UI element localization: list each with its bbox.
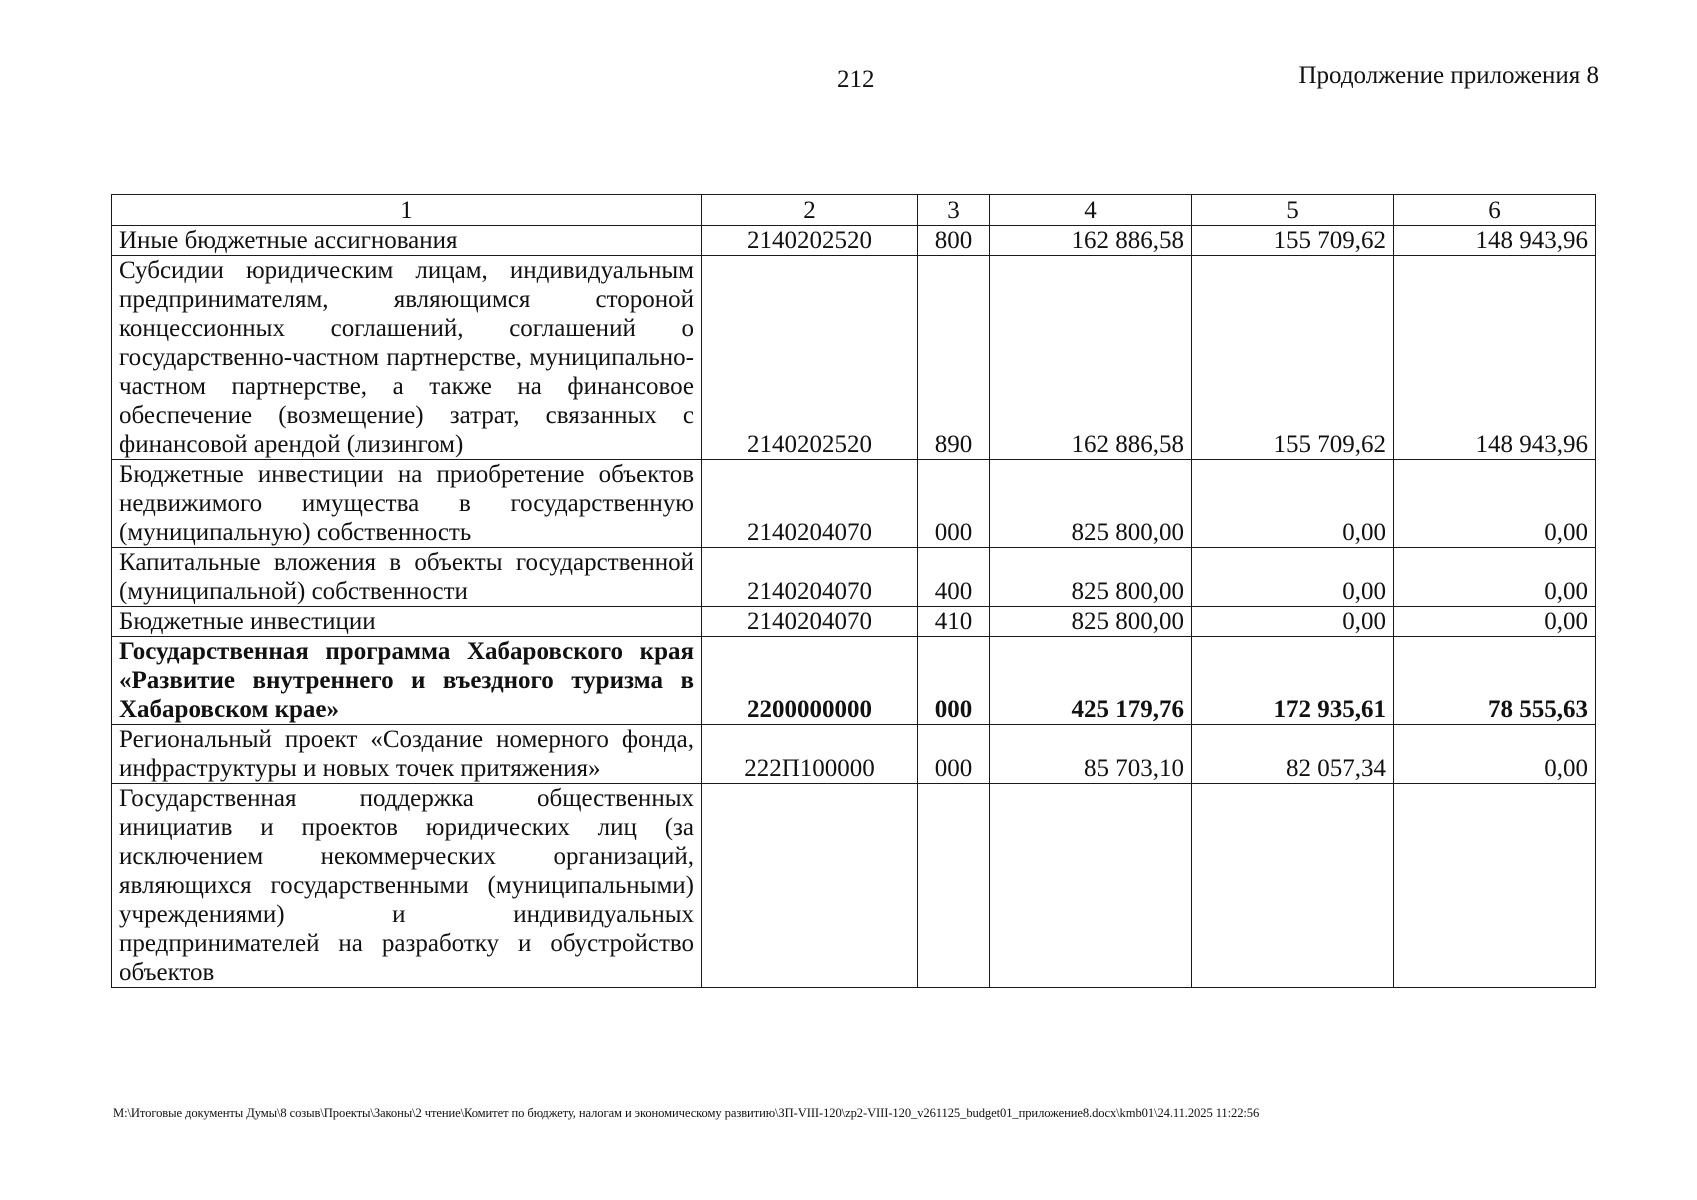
- table-row: [112, 226, 1596, 256]
- amount-col6: 0,00: [1394, 460, 1596, 548]
- amount-col6: 148 943,96: [1394, 256, 1596, 460]
- document-file-path: M:\Итоговые документы Думы\8 созыв\Проекты\Законы\2 чтение\Комитет по бюджету, налогам и экономическому развитию\ЗП-VIII-120\zp2-VIII-120_v261125_budget01_приложение8.docx\kmb01\24.11.2025 11:22:56: [113, 1106, 1260, 1120]
- row-name: Бюджетные инвестиции: [112, 607, 702, 637]
- amount-col6: 0,00: [1394, 725, 1596, 784]
- target-code: 2140204070: [702, 548, 918, 607]
- amount-col4: 825 800,00: [990, 460, 1192, 548]
- expense-type-code: 890: [918, 256, 990, 460]
- expense-type-code: 400: [918, 548, 990, 607]
- table-row: [112, 607, 1596, 637]
- expense-type-code: 410: [918, 607, 990, 637]
- column-number-row: [112, 195, 1596, 226]
- amount-col5: 155 709,62: [1192, 226, 1394, 256]
- expense-type-code: 800: [918, 226, 990, 256]
- amount-col6: 0,00: [1394, 607, 1596, 637]
- row-name: Региональный проект «Создание номерного фонда, инфраструктуры и новых точек притяжения»: [112, 725, 702, 784]
- column-number: 4: [990, 195, 1192, 226]
- amount-col6: 78 555,63: [1394, 637, 1596, 725]
- target-code: 222П100000: [702, 725, 918, 784]
- row-name: Государственная поддержка общественных инициатив и проектов юридических лиц (за исключением некоммерческих организаций, являющихся государственными (муниципальными) учреждениями) и индивидуальных предпринимателей на разработку и обустройство объектов: [112, 784, 702, 988]
- amount-col4: 825 800,00: [990, 607, 1192, 637]
- column-number: 2: [702, 195, 918, 226]
- column-number: 3: [918, 195, 990, 226]
- row-name: Иные бюджетные ассигнования: [112, 226, 702, 256]
- column-number: 6: [1394, 195, 1596, 226]
- amount-col5: [1192, 784, 1394, 988]
- row-name: Субсидии юридическим лицам, индивидуальным предпринимателям, являющимся стороной концессионных соглашений, соглашений о государственно-частном партнерстве, муниципально-частном партнерстве, а также на финансовое обеспечение (возмещение) затрат, связанных с финансовой арендой (лизингом): [112, 256, 702, 460]
- expense-type-code: [918, 784, 990, 988]
- table-row: [112, 460, 1596, 548]
- amount-col4: 162 886,58: [990, 256, 1192, 460]
- table-row: [112, 725, 1596, 784]
- target-code: 2140202520: [702, 256, 918, 460]
- amount-col5: 0,00: [1192, 607, 1394, 637]
- budget-table: [111, 194, 1596, 988]
- table-row-continued: [112, 784, 1596, 988]
- target-code: 2140204070: [702, 460, 918, 548]
- row-name: Капитальные вложения в объекты государственной (муниципальной) собственности: [112, 548, 702, 607]
- amount-col6: [1394, 784, 1596, 988]
- target-code: 2200000000: [702, 637, 918, 725]
- table-row-program: [112, 637, 1596, 725]
- row-name: Государственная программа Хабаровского края «Развитие внутреннего и въездного туризма в Хабаровском крае»: [112, 637, 702, 725]
- target-code: 2140204070: [702, 607, 918, 637]
- row-name: Бюджетные инвестиции на приобретение объектов недвижимого имущества в государственную (муниципальную) собственность: [112, 460, 702, 548]
- amount-col4: 85 703,10: [990, 725, 1192, 784]
- target-code: [702, 784, 918, 988]
- amount-col6: 0,00: [1394, 548, 1596, 607]
- page-number: 212: [837, 66, 875, 93]
- expense-type-code: 000: [918, 637, 990, 725]
- amount-col4: [990, 784, 1192, 988]
- column-number: 5: [1192, 195, 1394, 226]
- target-code: 2140202520: [702, 226, 918, 256]
- amount-col5: 0,00: [1192, 548, 1394, 607]
- amount-col4: 162 886,58: [990, 226, 1192, 256]
- amount-col5: 172 935,61: [1192, 637, 1394, 725]
- amount-col5: 82 057,34: [1192, 725, 1394, 784]
- column-number: 1: [112, 195, 702, 226]
- expense-type-code: 000: [918, 725, 990, 784]
- amount-col5: 0,00: [1192, 460, 1394, 548]
- expense-type-code: 000: [918, 460, 990, 548]
- amount-col4: 425 179,76: [990, 637, 1192, 725]
- table-row: [112, 256, 1596, 460]
- appendix-continuation-label: Продолжение приложения 8: [1298, 62, 1599, 89]
- amount-col6: 148 943,96: [1394, 226, 1596, 256]
- amount-col4: 825 800,00: [990, 548, 1192, 607]
- amount-col5: 155 709,62: [1192, 256, 1394, 460]
- table-row: [112, 548, 1596, 607]
